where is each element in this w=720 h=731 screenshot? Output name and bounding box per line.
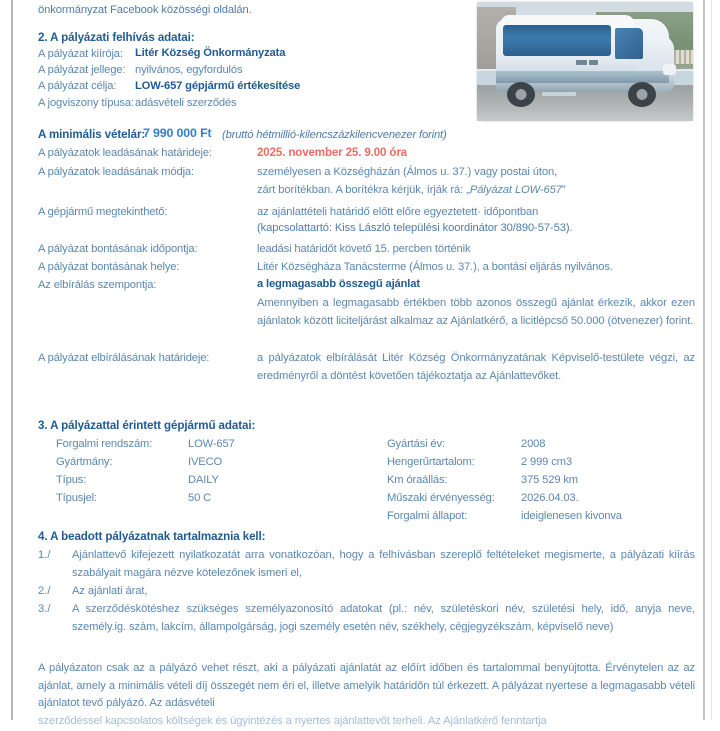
list-marker-3: 3./: [38, 603, 51, 615]
value-jogviszony-tipusa: adásvételi szerződés: [135, 97, 237, 109]
vehicle-photo: [477, 2, 693, 121]
value-elbiralas-szempontja: a legmagasabb összegű ajánlat: [257, 278, 420, 290]
value-leadas-modja-line2-prefix: zárt borítékban. A borítékra kérjük, írják rá: „: [257, 183, 470, 196]
note-minimalis-vetelar: (bruttó hétmillió-kilencszázkilencvenezer forint): [222, 129, 447, 141]
label-bontas-idopontja: A pályázat bontásának időpontja:: [38, 243, 198, 255]
value-bontas-helye: Litér Községháza Tanácsterme (Álmos u. 37.), a bontási eljárás nyilvános.: [257, 261, 613, 273]
value-tipus: DAILY: [188, 474, 219, 486]
section-2-heading: 2. A pályázati felhívás adatai:: [38, 31, 195, 44]
value-leadas-hatarideje: 2025. november 25. 9.00 óra: [257, 146, 407, 159]
value-bontas-idopontja: leadási határidőt követő 15. percben történik: [257, 243, 471, 255]
list-item-1: Ajánlattevő kifejezett nyilatkozatát arra vonatkozóan, hogy a felhívásban szereplő feltételeket megismerte, a pályázati kiírás szabályait magára nézve kötelezőnek ismeri el,: [72, 549, 695, 579]
label-tipus: Típus:: [56, 474, 87, 486]
photo-van-side-windows: [503, 25, 611, 56]
label-gepjarmu-megtekintheto: A gépjármű megtekinthető:: [38, 206, 168, 218]
label-forgalmi-rendszam: Forgalmi rendszám:: [56, 438, 153, 450]
closing-paragraph-cut-off-line: szerződéssel kapcsolatos költségek és ügyintézés a nyertes ajánlattevőt terheli. Az Ajánlatkérő fenntartja: [38, 715, 547, 727]
photo-van-headlight: [663, 64, 676, 75]
photo-van-door-handle-secondary: [589, 60, 598, 65]
note-elbiralas-licit: Amennyiben a legmagasabb értékben több azonos összegű ajánlat érkezik, akkor ezen ajánlatok között liciteljárást alkalmaz az Ajánlatkérő, a licitlépcső 50.000 (ötvenezer) forint.: [257, 297, 695, 327]
label-palyazat-celja: A pályázat célja:: [38, 80, 117, 92]
value-leadas-modja: [257, 164, 695, 200]
photo-van-side-step: [542, 92, 577, 96]
value-muszaki-ervenyesseg: 2026.04.03.: [521, 492, 579, 504]
value-hengerurtartalom: 2 999 cm3: [521, 456, 572, 468]
label-bontas-helye: A pályázat bontásának helye:: [38, 261, 180, 273]
section-3-heading: 3. A pályázattal érintett gépjármű adatai:: [38, 419, 256, 432]
value-leadas-modja-envelope-text: Pályázat LOW-657: [469, 183, 562, 196]
label-leadas-modja: A pályázatok leadásának módja:: [38, 166, 194, 178]
label-elbiralas-hatarideje: A pályázat elbírálásának határideje:: [38, 352, 210, 364]
list-item-3: A szerződéskötéshez szükséges személyazonosító adatokat (pl.: név, születéskori név, születési hely, idő, anyja neve, személy.ig. szám, lakcím, állampolgárság, jogi személy esetén név, székhely, cégjegyzékszám, képviselő neve): [72, 603, 695, 633]
value-leadas-modja-line2-suffix: ”: [561, 183, 566, 196]
value-palyazat-celja: LOW-657 gépjármű értékesítése: [135, 80, 301, 92]
label-gyartasi-ev: Gyártási év:: [387, 438, 445, 450]
closing-paragraph: A pályázaton csak az a pályázó vehet részt, aki a pályázati ajánlatát az előírt időben és tartalommal benyújtotta. Érvénytelen az az ajánlat, amely a minimális vételi díj összegét nem éri el, illetve amelyik határidőn túl érkezett. A pályázat nyertese a legmagasabb vételi ajánlatot tevő pályázó. Az adásvételi: [38, 662, 695, 710]
label-palyazat-kiiroja: A pályázat kiírója:: [38, 48, 123, 60]
value-gyartmany: IVECO: [188, 456, 223, 468]
value-gepjarmu-megtekintheto-line2: (kapcsolattartó: Kiss László települési koordinátor 30/890-57-53).: [257, 222, 573, 234]
label-hengerurtartalom: Hengerűrtartalom:: [387, 456, 475, 468]
value-leadas-modja-line1: személyesen a Községházán (Álmos u. 37.) vagy postai úton,: [257, 166, 558, 178]
photo-van-door-handle: [576, 60, 587, 65]
label-gyartmany: Gyártmány:: [56, 456, 113, 468]
value-palyazat-jellege: nyilvános, egyfordulós: [135, 64, 243, 76]
label-muszaki-ervenyesseg: Műszaki érvényesség:: [387, 492, 495, 504]
photo-van-windshield: [615, 28, 643, 59]
label-tipusjel: Típusjel:: [56, 492, 97, 504]
value-minimalis-vetelar: 7 990 000 Ft: [143, 126, 212, 140]
value-forgalmi-rendszam: LOW-657: [188, 438, 235, 450]
value-gyartasi-ev: 2008: [521, 438, 546, 450]
value-palyazat-kiiroja: Litér Község Önkormányzata: [135, 47, 286, 59]
value-gepjarmu-megtekintheto-line1: az ajánlattételi határidő előtt előre egyeztetett· időpontban: [257, 206, 539, 218]
photo-van-rear-wheel: [507, 82, 535, 107]
label-minimalis-vetelar: A minimális vételár:: [38, 128, 146, 141]
label-leadas-hatarideje: A pályázatok leadásának határideje:: [38, 147, 212, 159]
label-km-oraallas: Km óraállás:: [387, 474, 448, 486]
section-4-heading: 4. A beadott pályázatnak tartalmaznia kell:: [38, 530, 266, 543]
label-palyazat-jellege: A pályázat jellege:: [38, 64, 126, 76]
label-forgalmi-allapot: Forgalmi állapot:: [387, 510, 468, 522]
top-continuation-line: önkormányzat Facebook közösségi oldalán.: [38, 4, 252, 16]
value-km-oraallas: 375 529 km: [521, 474, 578, 486]
label-jogviszony-tipusa: A jogviszony típusa:: [38, 97, 134, 109]
value-forgalmi-allapot: ideiglenesen kivonva: [521, 510, 622, 522]
photo-van-front-wheel: [628, 82, 656, 107]
list-marker-2: 2./: [38, 585, 51, 597]
list-marker-1: 1./: [38, 549, 51, 561]
value-tipusjel: 50 C: [188, 492, 212, 504]
list-item-2: Az ajánlati árat,: [72, 585, 148, 597]
label-elbiralas-szempontja: Az elbírálás szempontja:: [38, 279, 157, 291]
value-elbiralas-hatarideje: a pályázatok elbírálását Litér Község Önkormányzatának Képviselő-testülete végzi, az eredményről a döntést követően tájékoztatja az Ajánlattevőket.: [257, 352, 695, 382]
